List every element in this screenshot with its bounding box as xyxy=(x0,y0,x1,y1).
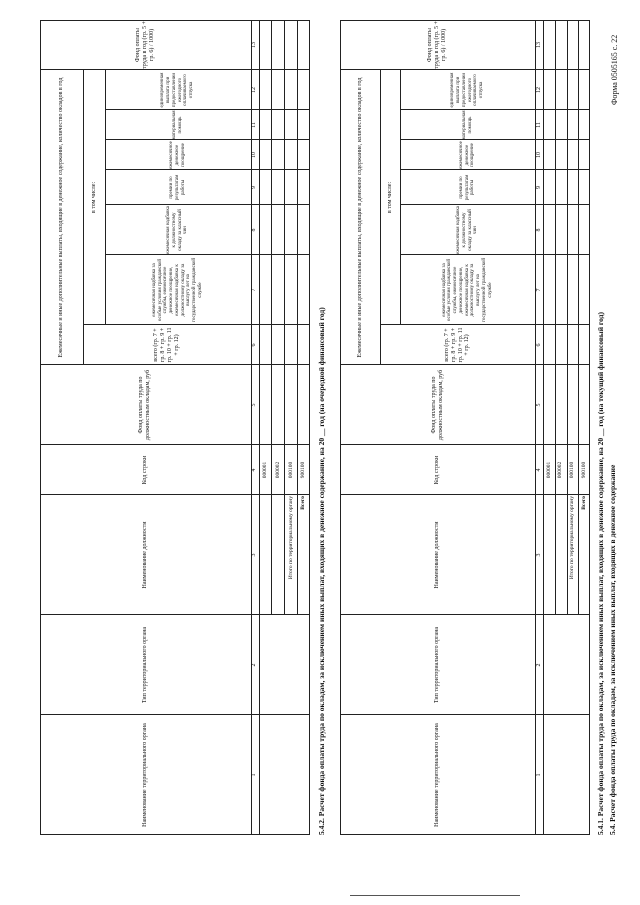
column-number: 12 xyxy=(535,87,542,93)
header-group: Ежемесячные и иные дополнительные выплаты, входящие в денежное содержание, количество окладов в год xyxy=(356,77,363,358)
header-col13: Фонд оплаты труда в год (гр. 5 + гр. 6) / 1000) xyxy=(134,21,155,69)
row-code: 900100 xyxy=(300,461,307,479)
grand-total-label: Всего xyxy=(580,496,587,510)
header-col2: Тип территориального органа xyxy=(434,626,441,704)
header-col1: Наименование территориального органа xyxy=(141,723,148,827)
header-sub: в том числе: xyxy=(90,181,97,214)
section-title-5-4-1: 5.4.1. Расчет фонда оплаты труда по окладам, за исключением иных выплат, входящих в денежное содержание, на 20 __ год (на текущий финансовый год) xyxy=(596,312,605,835)
header-col9: премии по результатам работы xyxy=(458,174,476,201)
header-col1: Наименование территориального органа xyxy=(434,723,441,827)
column-number: 1 xyxy=(251,773,258,777)
header-group: Ежемесячные и иные дополнительные выплаты, входящие в денежное содержание, количество окладов в год xyxy=(58,77,65,358)
column-number: 7 xyxy=(535,288,542,292)
header-col12: единовременная выплата при предоставлении ежегодного оплачиваемого отпуска xyxy=(450,72,484,108)
column-number: 9 xyxy=(251,186,258,189)
header-col2: Тип территориального органа xyxy=(141,626,148,704)
row-code: 900100 xyxy=(580,461,587,479)
table-row-line xyxy=(271,20,272,615)
column-number: 7 xyxy=(251,288,258,292)
number-row-line xyxy=(259,20,260,835)
header-col13: Фонд оплаты труда в год (гр. 5 + гр. 6) / 1000) xyxy=(427,21,447,69)
column-number: 5 xyxy=(535,403,542,407)
header-col5: Фонд оплаты труда по должностным окладам, руб xyxy=(430,369,444,441)
header-col7: ежемесячная надбавка за особые условия гражданской службы, ежемесячное денежное поощрение, ежемесячная надбавка к должностному окладу за выслугу лет на государственной гражданской службе xyxy=(441,257,493,323)
header-col9: премии по результатам работы xyxy=(169,174,186,201)
header-col11: материальная помощь xyxy=(461,110,473,140)
header-col7: ежемесячная надбавка за особые условия гражданской службы, ежемесячное денежное поощрение, ежемесячная надбавка к должностному окладу за выслугу лет на государственной гражданской службе xyxy=(151,257,203,323)
header-col4: Код строки xyxy=(141,455,148,485)
column-number: 4 xyxy=(251,468,258,472)
column-number: 1 xyxy=(535,773,542,777)
column-number: 13 xyxy=(535,42,542,48)
column-number: 13 xyxy=(251,42,258,48)
column-number: 11 xyxy=(251,122,258,128)
column-number: 8 xyxy=(251,228,258,232)
bottom-rule xyxy=(350,895,520,896)
column-number: 5 xyxy=(251,403,258,407)
header-col10: ежемесячное денежное поощрение xyxy=(169,141,186,169)
section-title-5-4-2: 5.4.2. Расчет фонда оплаты труда по окладам, за исключением иных выплат, входящих в денежное содержание, на 20 __ год (на очередной финансовый год) xyxy=(317,307,326,835)
header-col8: ежемесячная надбавка к должностному окладу за классный чин xyxy=(456,206,479,254)
table-row-line xyxy=(555,20,556,615)
form-number: Форма 0505165 с. 22 xyxy=(610,34,619,105)
column-number: 6 xyxy=(535,343,542,347)
header-col11: материальная помощь xyxy=(171,110,183,140)
header-col3: Наименование должности xyxy=(141,521,148,589)
header-col10: ежемесячное денежное поощрение xyxy=(458,141,476,169)
row-code: 000100 xyxy=(287,461,294,479)
header-col3: Наименование должности xyxy=(434,521,441,589)
header-col4: Код строки xyxy=(434,455,441,485)
column-number: 12 xyxy=(251,87,258,93)
section-title-5-4: 5.4. Расчет фонда оплаты труда по окладам, за исключением иных выплат, входящих в денежное содержание xyxy=(608,464,617,835)
column-number: 3 xyxy=(535,553,542,557)
column-number: 2 xyxy=(251,663,258,667)
column-number: 10 xyxy=(535,152,542,158)
row-code: 000001 xyxy=(261,461,268,479)
row-code: 000100 xyxy=(569,461,576,479)
number-row-line xyxy=(543,20,544,835)
row-code: 000001 xyxy=(545,461,552,479)
column-number: 11 xyxy=(535,122,542,128)
column-number: 4 xyxy=(535,468,542,472)
header-sub: в том числе: xyxy=(386,181,393,214)
total-by-organ-label: Итого по территориальному органу xyxy=(287,496,294,580)
row-code: 000002 xyxy=(557,461,564,479)
header-col8: ежемесячная надбавка к должностному окладу за классный чин xyxy=(166,206,189,254)
column-number: 9 xyxy=(535,186,542,189)
header-col6: всего (гр. 7 + гр. 8 + гр. 9 + гр. 10 + гр. 11 + гр. 12) xyxy=(443,327,471,363)
row-code: 000002 xyxy=(274,461,281,479)
header-col6: всего (гр. 7 + гр. 8 + гр. 9 + гр. 10 + гр. 11 + гр. 12) xyxy=(153,327,180,363)
total-by-organ-label: Итого по территориальному органу xyxy=(569,496,576,580)
column-number: 6 xyxy=(251,343,258,347)
header-col5: Фонд оплаты труда по должностным окладам, руб xyxy=(138,369,152,441)
header-col12: единовременная выплата при предоставлении ежегодного оплачиваемого отпуска xyxy=(160,72,195,108)
column-number: 10 xyxy=(251,152,258,158)
grand-total-label: Всего xyxy=(300,496,307,510)
column-number: 3 xyxy=(251,553,258,557)
column-number: 8 xyxy=(535,228,542,232)
column-number: 2 xyxy=(535,663,542,667)
